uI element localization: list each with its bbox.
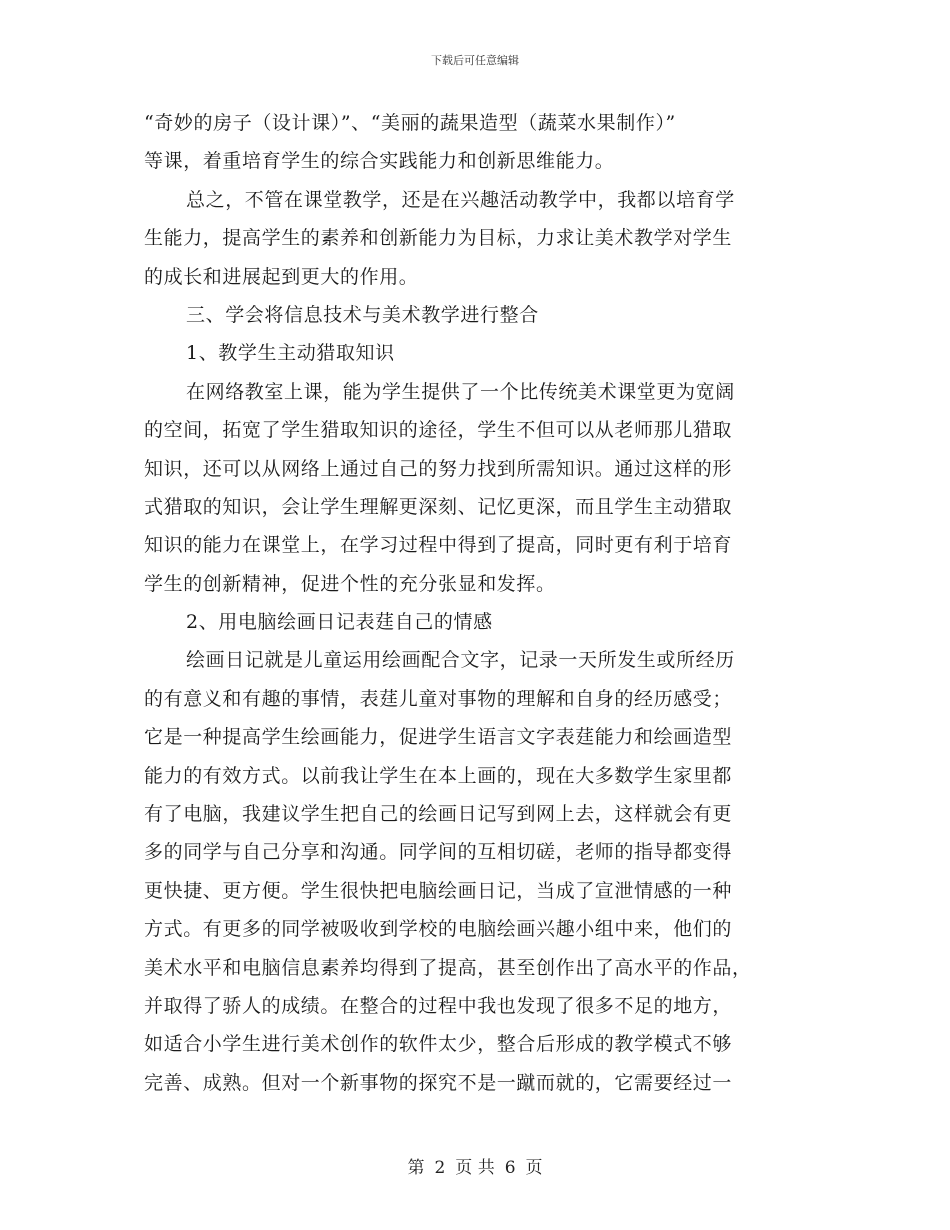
- footer-total-pages: 6: [504, 1158, 516, 1178]
- text-line: 的成长和进展起到更大的作用。: [144, 265, 419, 288]
- page-header: 下载后可任意编辑: [431, 54, 519, 67]
- text-line: 1、教学生主动猎取知识: [186, 342, 395, 365]
- text-line: 知识的能力在课堂上，在学习过程中得到了提高，同时更有利于培育: [144, 534, 733, 557]
- text-line: 并取得了骄人的成绩。在整合的过程中我也发现了很多不足的地方，: [144, 994, 733, 1017]
- text-line: 完善、成熟。但对一个新事物的探究不是一蹴而就的，它需要经过一: [144, 1071, 733, 1094]
- text-line: 式猎取的知识，会让学生理解更深刻、记忆更深，而且学生主动猎取: [144, 495, 733, 518]
- text-line: 2、用电脑绘画日记表莛自己的情感: [186, 611, 493, 634]
- text-line: 学生的创新精神，促进个性的充分张显和发挥。: [144, 572, 556, 595]
- footer-prefix: 第: [407, 1158, 425, 1178]
- footer-middle: 页 共: [455, 1158, 495, 1178]
- text-line: 在网络教室上课，能为学生提供了一个比传统美术课堂更为宽阔: [186, 380, 735, 403]
- text-line: 有了电脑，我建议学生把自己的绘画日记写到网上去，这样就会有更: [144, 803, 733, 826]
- text-line: 总之，不管在课堂教学，还是在兴趣活动教学中，我都以培育学: [186, 188, 735, 211]
- text-line: 的有意义和有趣的事情，表莛儿童对事物的理解和自身的经历感受；: [144, 687, 733, 710]
- text-line: 更快捷、更方便。学生很快把电脑绘画日记，当成了宣泄情感的一种: [144, 879, 733, 902]
- text-line: 的空间，拓宽了学生猎取知识的途径，学生不但可以从老师那儿猎取: [144, 419, 733, 442]
- text-line: 美术水平和电脑信息素养均得到了提高，甚至创作出了高水平的作品，: [144, 956, 752, 979]
- page-footer: [0, 1153, 950, 1178]
- text-line: 如适合小学生进行美术创作的软件太少，整合后形成的教学模式不够: [144, 1033, 733, 1056]
- text-line: 它是一种提高学生绘画能力，促进学生语言文字表莛能力和绘画造型: [144, 726, 733, 749]
- text-line: 三、学会将信息技术与美术教学进行整合: [186, 303, 539, 326]
- text-line: 能力的有效方式。以前我让学生在本上画的，现在大多数学生家里都: [144, 764, 733, 787]
- footer-page-number: 2: [434, 1158, 446, 1178]
- document-body: [144, 104, 809, 1102]
- text-line: 方式。有更多的同学被吸收到学校的电脑绘画兴趣小组中来，他们的: [144, 918, 733, 941]
- text-line: 等课，着重培育学生的综合实践能力和创新思维能力。: [144, 150, 615, 173]
- text-line: 绘画日记就是儿童运用绘画配合文字，记录一天所发生或所经历: [186, 649, 735, 672]
- text-line: 多的同学与自己分享和沟通。同学间的互相切磋，老师的指导都变得: [144, 841, 733, 864]
- text-line: 生能力，提高学生的素养和创新能力为目标，力求让美术教学对学生: [144, 227, 733, 250]
- text-line: “奇妙的房子（设计课）”、“美丽的蔬果造型（蔬菜水果制作）”: [144, 112, 676, 134]
- text-line: 知识，还可以从网络上通过自己的努力找到所需知识。通过这样的形: [144, 457, 733, 480]
- footer-suffix: 页: [525, 1158, 543, 1178]
